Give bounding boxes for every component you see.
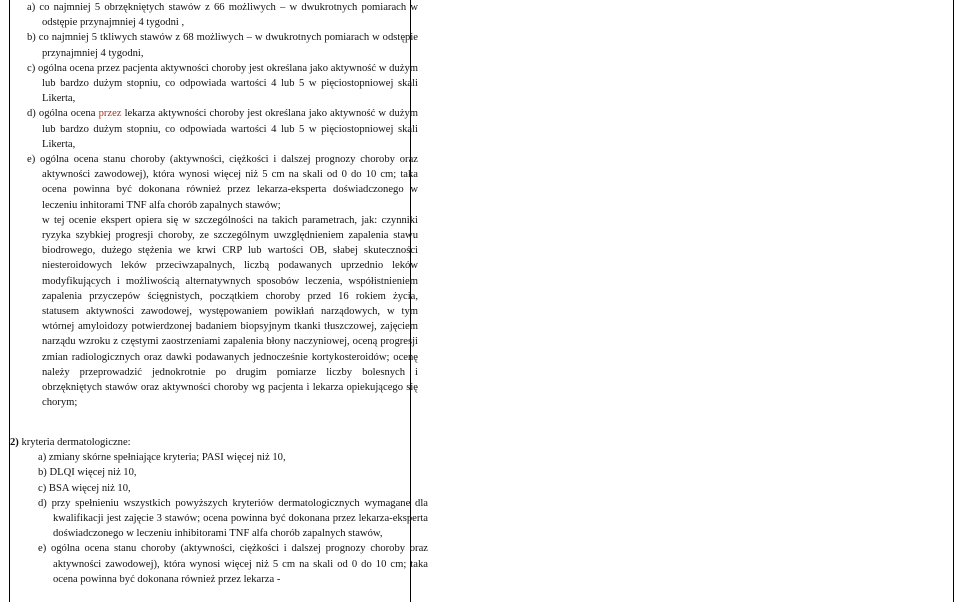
derm-criterion-d: d) przy spełnieniu wszystkich powyższych kryteriów dermatologicznych wymagane dla kwalifikacji jest zajęcie 3 stawów; ocena powinna być dokonana przez lekarza-eksperta doświadczonego w leczeniu inhibitorami TNF alfa chorób zapalnych stawów, bbox=[38, 497, 428, 540]
criterion-e-continuation: w tej ocenie ekspert opiera się w szczególności na takich parametrach, jak: czynniki ryzyka szybkiej progresji choroby, ze szczególnym uwzględnieniem zapalenia stawu biodrowego, dużego stężenia we krwi CRP lub wartości OB, słabej skuteczności niesteroidowych leków przeciwzapalnych, liczbą podawanych uprzednio leków modyfikujących i możliwością alternatywnych sposobów leczenia, współistnieniem zapalenia przyczepów ścięgnistych, początkiem choroby przed 16 rokiem życia, statusem aktywności zawodowej, występowaniem powikłań narządowych, w tym wtórnej amyloidozy potwierdzonej badaniem biopsyjnym tkanki tłuszczowej, zajęciem narządu wzroku z częstymi zaostrzeniami zapalenia błony naczyniowej, oceną progresji zmian radiologicznych oraz dawki podawanych jednocześnie kortykosteroidów; ocenę należy przeprowadzić jednokrotnie po drugim pomiarze liczby bolesnych i obrzękniętych stawów oraz aktywności choroby wg pacjenta i lekarza opiekującego się chorym; bbox=[42, 214, 418, 409]
criterion-b: b) co najmniej 5 tkliwych stawów z 68 możliwych – w dwukrotnych pomiarach w odstępie przynajmniej 4 tygodni, bbox=[27, 32, 418, 59]
criteria-list-upper bbox=[27, 0, 418, 410]
derm-criterion-e: e) ogólna ocena stanu choroby (aktywności, ciężkości i dalszej prognozy choroby oraz aktywności zawodowej), która wynosi więcej niż 5 cm na skali od 0 do 10 cm; taka ocena powinna być dokonana również przez lekarza - bbox=[38, 543, 428, 585]
criterion-d-end: lekarza aktywności choroby jest określana jako aktywność w dużym lub bardzo dużym stopniu, co odpowiada wartości 4 lub 5 w pięciostopniowej skali Likerta, bbox=[42, 108, 418, 150]
derm-criterion-a: a) zmiany skórne spełniające kryteria; PASI więcej niż 10, bbox=[38, 452, 286, 464]
right-column-empty bbox=[411, 0, 959, 602]
left-column bbox=[10, 0, 428, 602]
derm-criterion-b: b) DLQI więcej niż 10, bbox=[38, 467, 137, 479]
criterion-a: a) co najmniej 5 obrzękniętych stawów z 66 możliwych – w dwukrotnych pomiarach w odstępie przynajmniej 4 tygodni , bbox=[27, 2, 418, 29]
section-heading bbox=[10, 435, 420, 450]
section-title: kryteria dermatologiczne: bbox=[18, 437, 131, 448]
criterion-c: c) ogólna ocena przez pacjenta aktywności choroby jest określana jako aktywność w dużym lub bardzo dużym stopniu, co odpowiada wartości 4 lub 5 w pięciostopniowej skali Likerta, bbox=[27, 62, 418, 105]
criterion-d-start: d) ogólna ocena bbox=[27, 108, 99, 120]
section-number: 2) bbox=[10, 437, 19, 448]
criterion-d-highlight: przez bbox=[98, 108, 122, 120]
derm-criterion-c: c) BSA więcej niż 10, bbox=[38, 482, 131, 494]
dermatological-criteria bbox=[10, 435, 428, 587]
criterion-e: e) ogólna ocena stanu choroby (aktywności, ciężkości i dalszej prognozy choroby oraz aktywności zawodowej), która wynosi więcej niż 5 cm na skali od 0 do 10 cm; taka ocena powinna być dokonana również przez lekarza-eksperta doświadczonego w leczeniu inhitorami TNF alfa chorób zapalnych stawów; bbox=[27, 154, 418, 211]
criterion-d bbox=[27, 106, 418, 152]
